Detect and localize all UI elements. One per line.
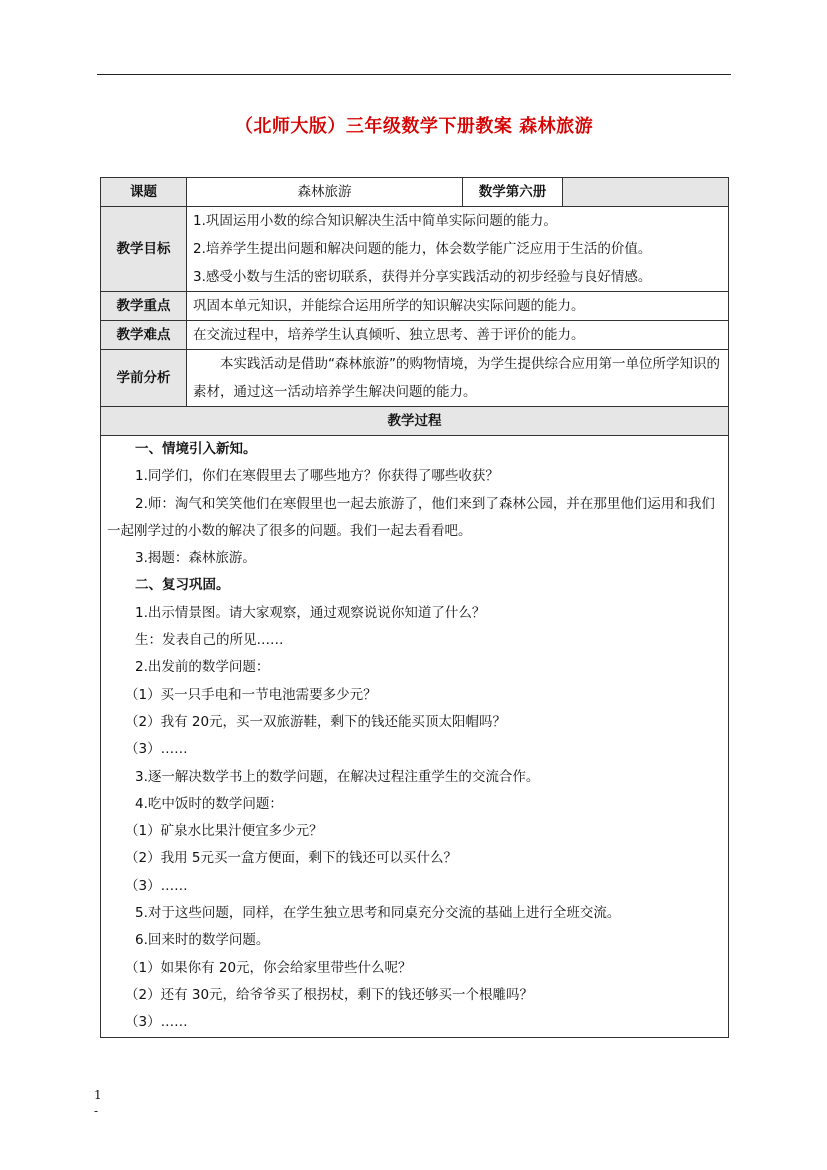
goals-label: 教学目标 [101,207,187,292]
topic-label: 课题 [101,178,187,207]
goal-item: 2.培养学生提出问题和解决问题的能力，体会数学能广泛应用于生活的价值。 [193,241,652,257]
goals-content [187,207,729,292]
process-header-row [101,407,729,436]
process-content [101,436,729,1038]
process-item: 1.出示情景图。请大家观察，通过观察说说你知道了什么？ [135,604,486,621]
difficulty-label: 教学难点 [101,321,187,350]
process-item: 2.出发前的数学问题： [135,659,270,676]
analysis-row [101,350,729,407]
process-item: 6.回来时的数学问题。 [135,932,270,949]
process-paragraph: 2.师：淘气和笑笑他们在寒假里也一起去旅游了，他们来到了森林公园，并在那里他们运用和我们一起刚学过的小数的解决了很多的问题。我们一起去看看吧。 [107,495,715,539]
difficulty-content: 在交流过程中，培养学生认真倾听、独立思考、善于评价的能力。 [187,321,729,350]
process-heading: 教学过程 [101,407,729,436]
focus-content: 巩固本单元知识，并能综合运用所学的知识解决实际问题的能力。 [187,292,729,321]
process-item: 3.逐一解决数学书上的数学问题，在解决过程注重学生的交流合作。 [135,768,540,785]
process-sub-item: （3）…… [125,1014,188,1031]
header-rule [97,74,731,75]
page-number: 1 [94,1088,102,1102]
process-sub-item: （1）买一只手电和一节电池需要多少元？ [125,686,377,703]
topic-row [101,178,729,207]
process-sub-item: （2）我用 5元买一盒方便面，剩下的钱还可以买什么？ [125,850,457,867]
process-sub-item: （1）矿泉水比果汁便宜多少元？ [125,823,323,840]
difficulty-row [101,321,729,350]
process-sub-item: （3）…… [125,877,188,894]
lesson-plan-table [100,177,729,1038]
footer-dash: - [94,1104,99,1118]
book-value-empty [563,178,729,207]
process-sub-item: （2）还有 30元，给爷爷买了根拐杖，剩下的钱还够买一个根雕吗？ [125,986,534,1003]
document-title: （北师大版）三年级数学下册教案 森林旅游 [234,116,594,137]
process-item: 3.揭题：森林旅游。 [135,550,256,567]
focus-label: 教学重点 [101,292,187,321]
analysis-label: 学前分析 [101,350,187,407]
focus-row [101,292,729,321]
topic-value: 森林旅游 [187,178,463,207]
process-item: 生：发表自己的所见…… [135,632,284,649]
goal-item: 1.巩固运用小数的综合知识解决生活中简单实际问题的能力。 [193,213,557,229]
book-label: 数学第六册 [463,178,563,207]
process-sub-item: （2）我有 20元，买一双旅游鞋，剩下的钱还能买顶太阳帽吗？ [125,713,507,730]
process-section-heading: 一、情境引入新知。 [135,441,257,457]
process-section-heading: 二、复习巩固。 [135,577,230,594]
process-row [101,436,729,1038]
goal-item: 3.感受小数与生活的密切联系，获得并分享实践活动的初步经验与良好情感。 [193,269,652,285]
process-item: 5.对于这些问题，同样，在学生独立思考和同桌充分交流的基础上进行全班交流。 [135,905,621,922]
process-sub-item: （1）如果你有 20元，你会给家里带些什么呢？ [125,959,412,976]
process-item: 4.吃中饭时的数学问题： [135,795,283,812]
goals-row [101,207,729,292]
process-sub-item: （3）…… [125,741,188,758]
process-item: 1.同学们，你们在寒假里去了哪些地方？你获得了哪些收获？ [135,468,499,485]
analysis-content: 本实践活动是借助“森林旅游”的购物情境，为学生提供综合应用第一单位所学知识的素材，通过这一活动培养学生解决问题的能力。 [187,350,729,407]
